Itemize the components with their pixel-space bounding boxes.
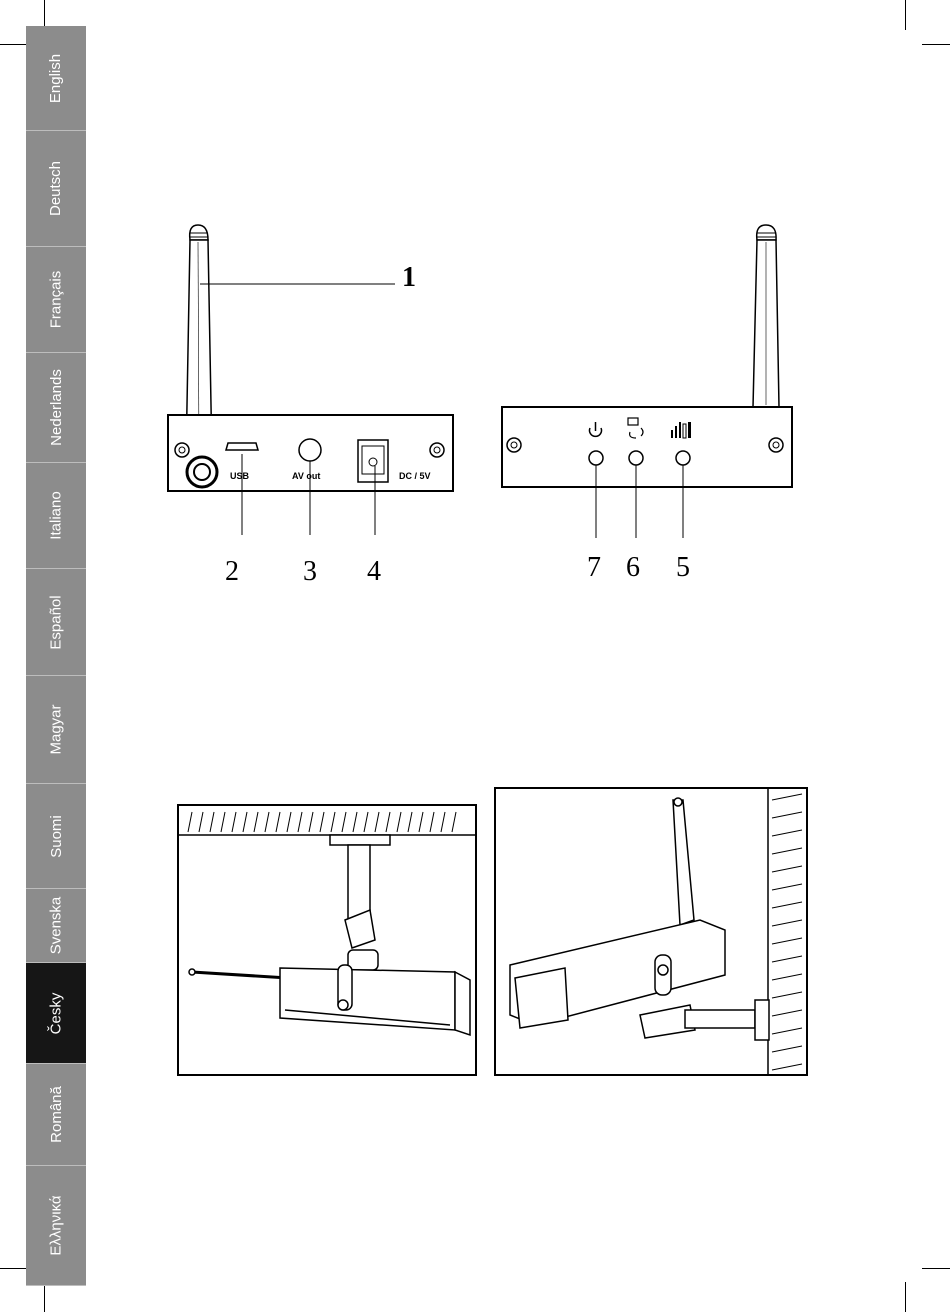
crop-mark <box>922 44 950 45</box>
usb-port <box>226 443 258 450</box>
callout-2: 2 <box>225 556 239 587</box>
callout-6: 6 <box>626 552 640 583</box>
tab-label: Nederlands <box>47 369 65 446</box>
ceiling-mount-frame <box>178 805 476 1075</box>
tab-label: Español <box>47 594 65 650</box>
camera-mounting-illustration <box>170 780 815 1080</box>
av-out-port <box>299 439 321 461</box>
callout-5: 5 <box>676 552 690 583</box>
power-led <box>589 451 603 465</box>
callout-1: 1 <box>402 262 416 293</box>
crop-mark <box>0 44 28 45</box>
screw <box>175 443 189 457</box>
tab-francais[interactable] <box>26 247 86 353</box>
tab-label: Deutsch <box>47 160 65 217</box>
dc-label: DC / 5V <box>399 471 431 481</box>
tab-label: Română <box>47 1086 65 1143</box>
receiver-diagram <box>150 200 830 600</box>
camera-led <box>629 451 643 465</box>
tab-label: Français <box>47 270 65 329</box>
tab-english[interactable] <box>26 26 86 131</box>
crop-mark <box>922 1268 950 1269</box>
tab-cesky[interactable] <box>26 963 86 1064</box>
tab-romana[interactable] <box>26 1064 86 1166</box>
tab-italiano[interactable] <box>26 463 86 569</box>
callout-3: 3 <box>303 556 317 587</box>
screw <box>507 438 521 452</box>
callout-7: 7 <box>587 552 601 583</box>
receiver-back-panel <box>502 407 792 487</box>
usb-label: USB <box>230 471 250 481</box>
tab-label: English <box>47 53 65 103</box>
screw <box>769 438 783 452</box>
crop-mark <box>905 0 906 30</box>
tab-suomi[interactable] <box>26 784 86 889</box>
screw <box>430 443 444 457</box>
tab-svenska[interactable] <box>26 889 86 963</box>
antenna-right <box>753 225 779 407</box>
tab-magyar[interactable] <box>26 676 86 784</box>
callout-4: 4 <box>367 556 381 587</box>
tab-label: Ελληνικά <box>47 1195 65 1256</box>
tab-ellinika[interactable] <box>26 1166 86 1286</box>
crop-mark <box>0 1268 28 1269</box>
signal-led <box>676 451 690 465</box>
tab-label: Česky <box>47 992 65 1034</box>
av-out-label: AV out <box>292 471 321 481</box>
tab-deutsch[interactable] <box>26 131 86 247</box>
tab-label: Svenska <box>47 896 65 955</box>
crop-mark <box>905 1282 906 1312</box>
tab-label: Magyar <box>47 704 65 755</box>
tab-espanol[interactable] <box>26 569 86 676</box>
crop-mark <box>44 1282 45 1312</box>
tab-label: Italiano <box>47 491 65 540</box>
language-sidebar <box>26 26 86 1286</box>
tab-label: Suomi <box>47 814 65 858</box>
tab-nederlands[interactable] <box>26 353 86 463</box>
